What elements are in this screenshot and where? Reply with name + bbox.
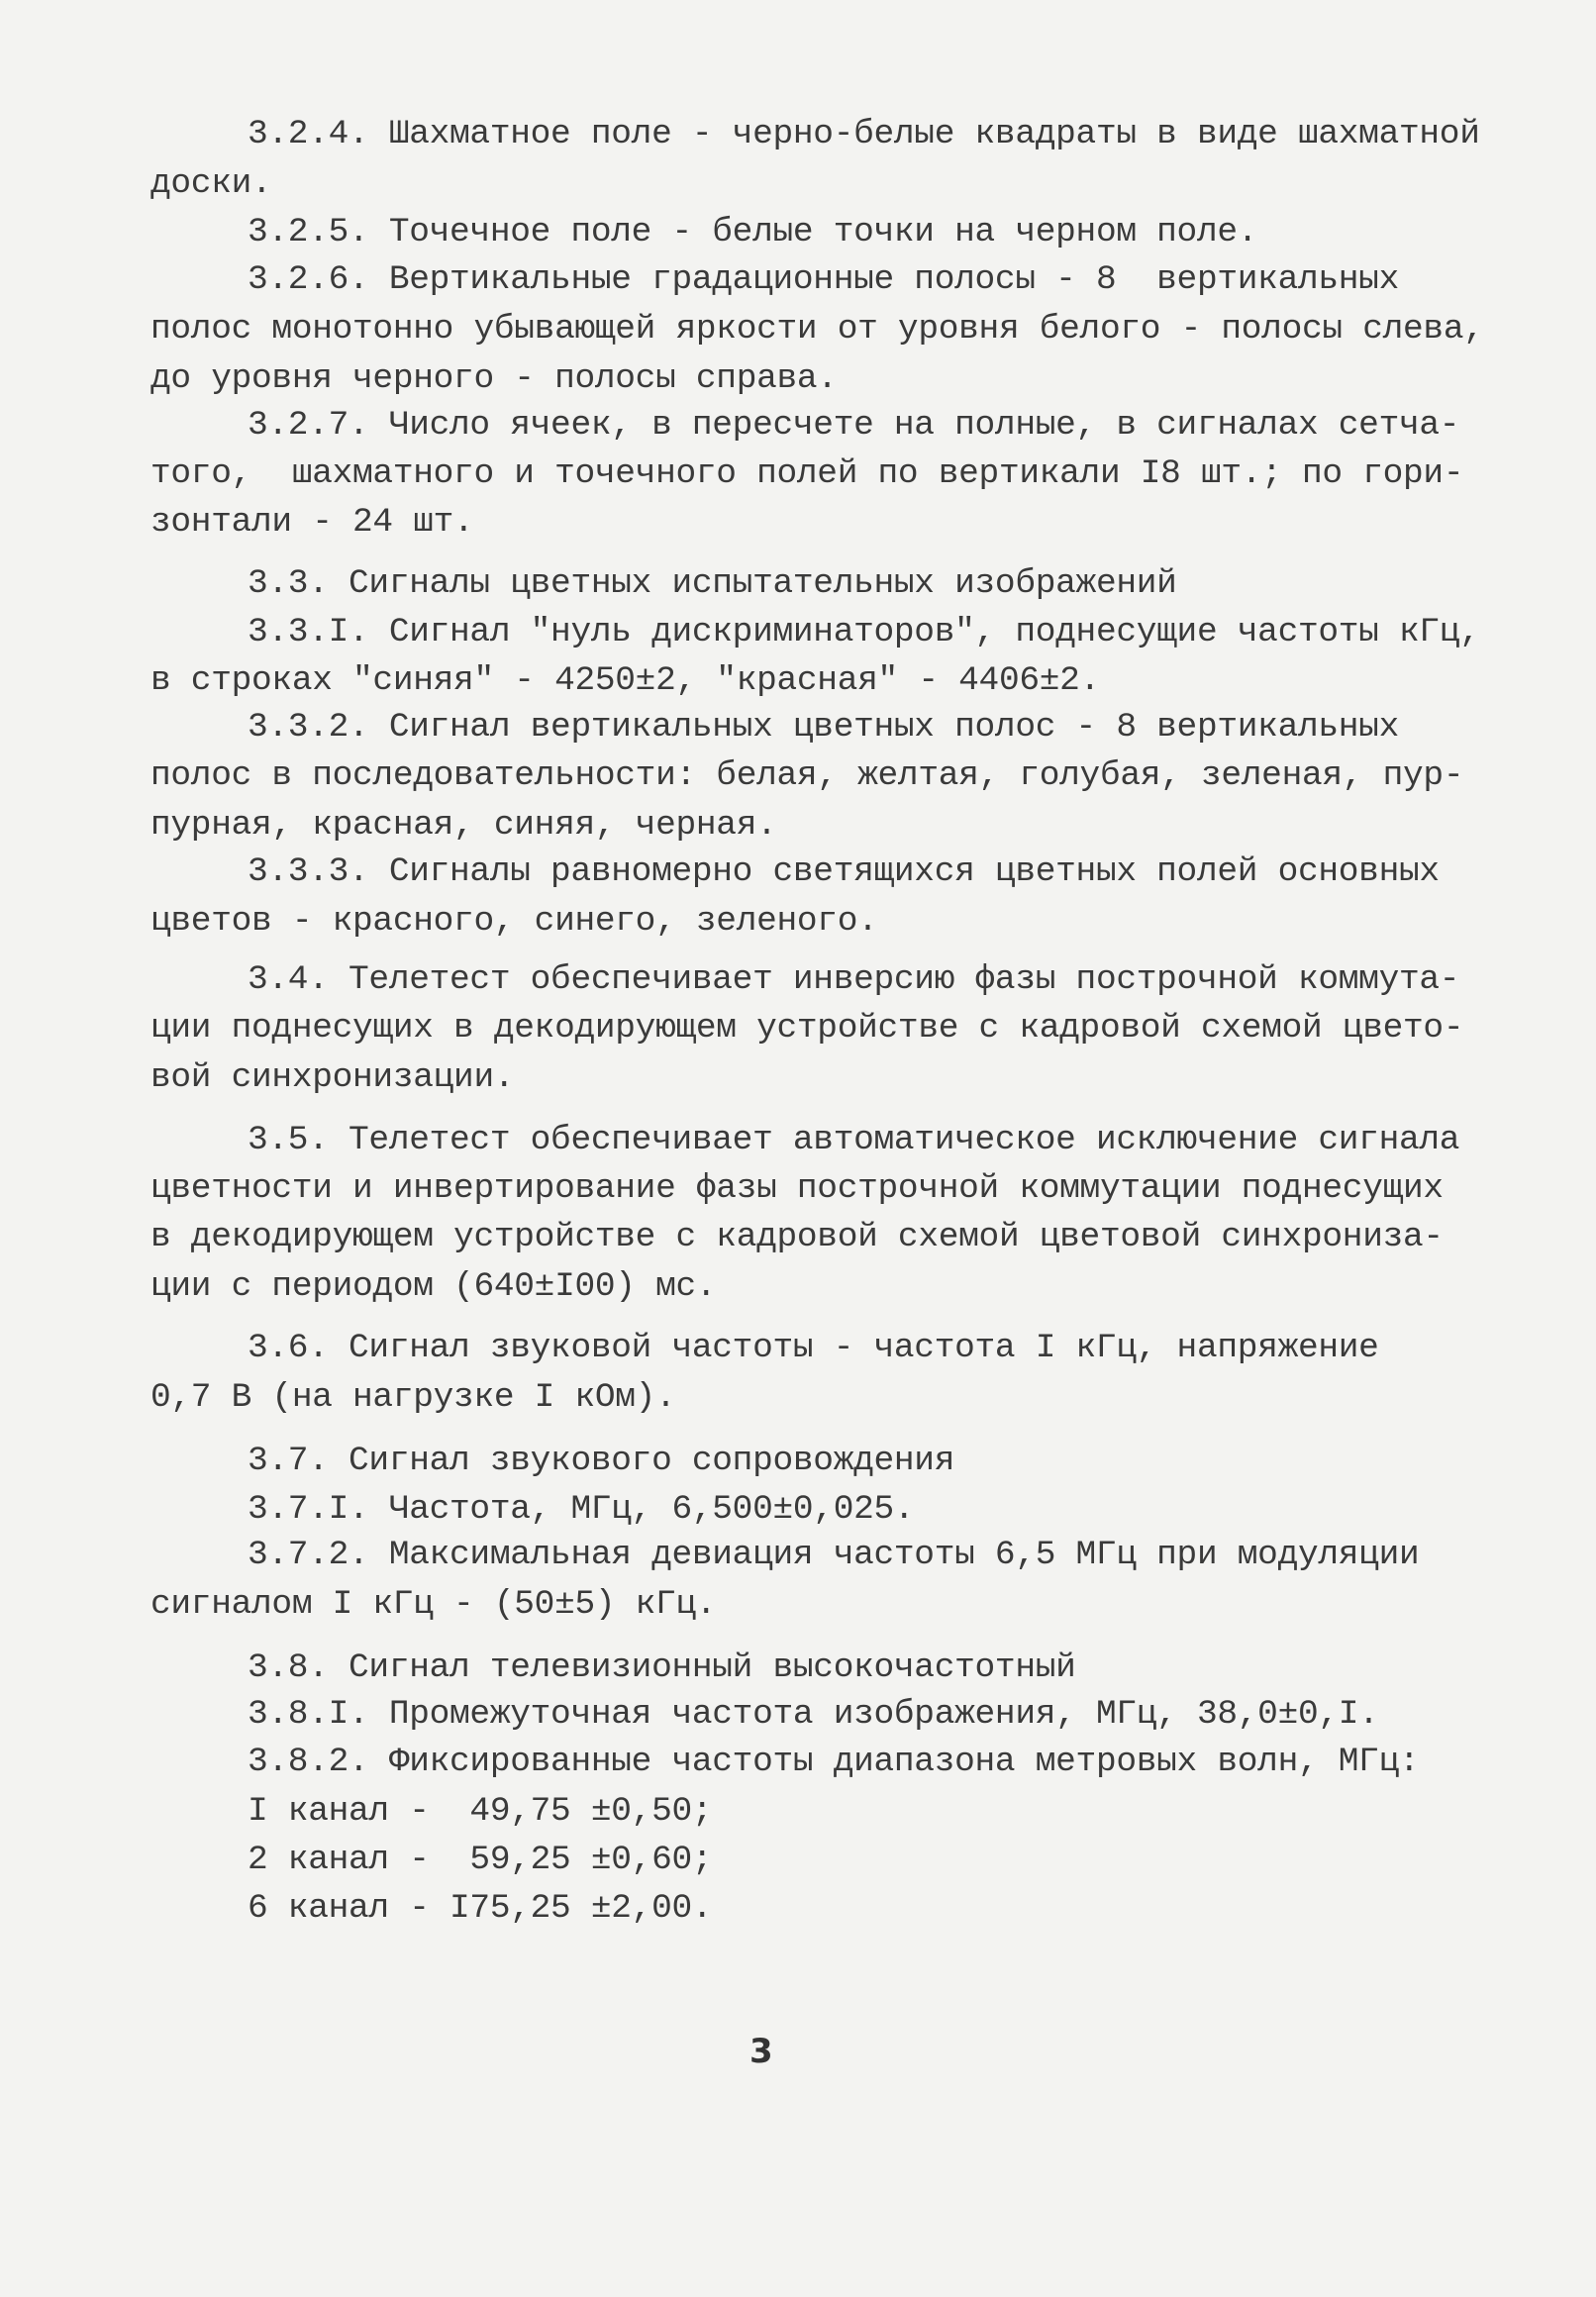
text-line: цветов - красного, синего, зеленого. [150, 902, 878, 941]
section-heading: 3.7. Сигнал звукового сопровождения [248, 1442, 955, 1480]
text-line: того, шахматного и точечного полей по вертикали I8 шт.; по гори- [150, 454, 1464, 493]
text-line: 3.7.I. Частота, МГц, 6,500±0,025. [248, 1490, 915, 1529]
text-line: вой синхронизации. [150, 1058, 515, 1097]
text-line: пурная, красная, синяя, черная. [150, 806, 777, 845]
text-line: 3.8.2. Фиксированные частоты диапазона метровых волн, МГц: [248, 1743, 1420, 1781]
text-line: в декодирующем устройстве с кадровой схемой цветовой синхрониза- [150, 1218, 1444, 1256]
text-line: полос монотонно убывающей яркости от уровня белого - полосы слева, [150, 310, 1484, 349]
text-line: 3.7.2. Максимальная девиация частоты 6,5 МГц при модуляции [248, 1536, 1420, 1574]
text-line: 3.5. Телетест обеспечивает автоматическое исключение сигнала [248, 1121, 1460, 1159]
text-line: доски. [150, 164, 272, 203]
text-line: в строках "синяя" - 4250±2, "красная" - 4406±2. [150, 661, 1100, 700]
text-line: 0,7 В (на нагрузке I кОм). [150, 1378, 676, 1417]
section-heading: 3.3. Сигналы цветных испытательных изображений [248, 564, 1177, 603]
text-line: 3.2.7. Число ячеек, в пересчете на полные, в сигналах сетча- [248, 406, 1460, 445]
text-line: ции поднесущих в декодирующем устройстве с кадровой схемой цвето- [150, 1009, 1464, 1048]
text-line: до уровня черного - полосы справа. [150, 359, 838, 398]
text-line: 3.2.5. Точечное поле - белые точки на черном поле. [248, 213, 1258, 251]
text-line: 3.3.I. Сигнал "нуль дискриминаторов", поднесущие частоты кГц, [248, 613, 1480, 651]
text-line: зонтали - 24 шт. [150, 503, 474, 542]
text-line: цветности и инвертирование фазы построчной коммутации поднесущих [150, 1169, 1444, 1208]
text-line: 3.6. Сигнал звуковой частоты - частота I кГц, напряжение [248, 1329, 1379, 1367]
page-number: 3 [749, 2032, 773, 2071]
text-line: ции с периодом (640±I00) мс. [150, 1267, 717, 1306]
text-line: 3.2.6. Вертикальные градационные полосы - 8 вертикальных [248, 260, 1399, 299]
text-line: 3.4. Телетест обеспечивает инверсию фазы построчной коммута- [248, 960, 1460, 999]
text-line: 3.3.2. Сигнал вертикальных цветных полос - 8 вертикальных [248, 708, 1399, 747]
text-line: 3.2.4. Шахматное поле - черно-белые квадраты в виде шахматной [248, 115, 1480, 153]
section-heading: 3.8. Сигнал телевизионный высокочастотный [248, 1648, 1076, 1687]
text-line: 3.8.I. Промежуточная частота изображения, МГц, 38,0±0,I. [248, 1695, 1379, 1734]
list-item: I канал - 49,75 ±0,50; [248, 1792, 713, 1831]
list-item: 6 канал - I75,25 ±2,00. [248, 1889, 713, 1928]
text-line: сигналом I кГц - (50±5) кГц. [150, 1585, 717, 1624]
text-line: полос в последовательности: белая, желтая, голубая, зеленая, пур- [150, 756, 1464, 795]
text-line: 3.3.3. Сигналы равномерно светящихся цветных полей основных [248, 852, 1440, 891]
list-item: 2 канал - 59,25 ±0,60; [248, 1841, 713, 1879]
